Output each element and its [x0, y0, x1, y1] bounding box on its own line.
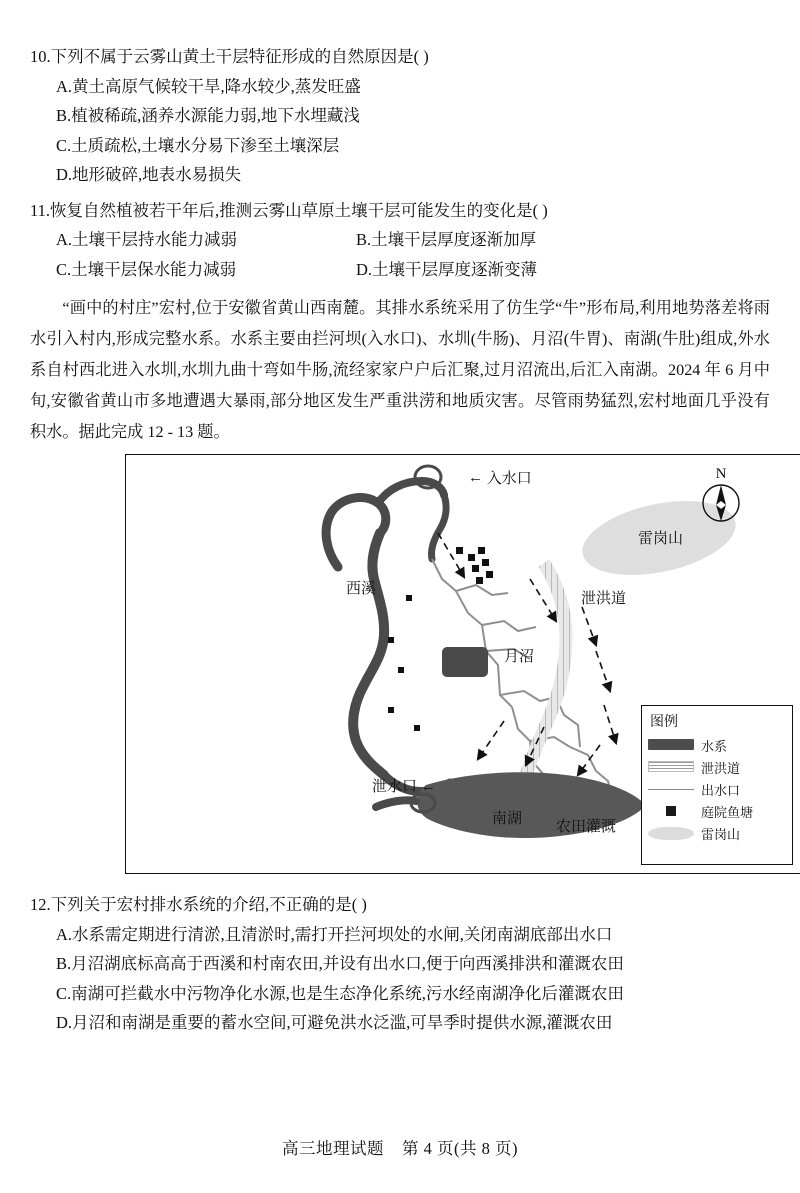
- page-content: [30, 44, 770, 1038]
- question-12-text: 下列关于宏村排水系统的介绍,不正确的是( ): [50, 895, 367, 915]
- water-system-swatch: [648, 739, 694, 752]
- yuezhao-pond-shape: [442, 647, 488, 677]
- question-12-stem: [30, 892, 770, 918]
- legend-label-flood-channel: 泄洪道: [701, 760, 741, 776]
- question-10-option-a[interactable]: A.黄土高原气候较干旱,降水较少,蒸发旺盛: [56, 76, 361, 96]
- label-inlet: ← 入水口: [468, 470, 532, 488]
- courtyard-pond-swatch: [648, 806, 694, 817]
- question-12-number: 12.: [30, 895, 51, 915]
- leigang-mountain-swatch: [648, 827, 694, 840]
- question-10-option-b[interactable]: B.植被稀疏,涵养水源能力弱,地下水埋藏浅: [56, 106, 360, 126]
- question-12-option-c[interactable]: C.南湖可拦截水中污物净化水源,也是生态净化系统,污水经南湖净化后灌溉农田: [56, 983, 624, 1003]
- question-11-text: 恢复自然植被若干年后,推测云雾山草原土壤干层可能发生的变化是( ): [50, 200, 548, 220]
- question-11-stem: [30, 198, 770, 224]
- question-11-options-row-2: [56, 257, 770, 283]
- flood-channel-swatch: [648, 761, 694, 774]
- outlet-channel: [376, 800, 416, 807]
- page-footer: [0, 1135, 800, 1159]
- outlet-swatch: [648, 783, 694, 796]
- reading-passage: “画中的村庄”宏村,位于安徽省黄山西南麓。其排水系统采用了仿生学“牛”形布局,利用地势落差将雨水引入村内,形成完整水系。水系主要由拦河坝(入水口)、水圳(牛肠)、月沼(牛胃)、南湖(牛肚)组成,外水系自村西北进入水圳,水圳九曲十弯如牛肠,流经家家户户后汇聚,过月沼流出,后汇入南湖。2024 年 6 月中旬,安徽省黄山市多地遭遇大暴雨,部分地区发生严重洪涝和地质灾害。尽管雨势猛烈,宏村地面几乎没有积水。据此完成 12 - 13 题。: [30, 298, 770, 441]
- label-leigang-mountain: 雷岗山: [638, 531, 684, 548]
- legend-label-outlet: 出水口: [701, 782, 741, 798]
- label-farm-irrigation: 农田灌溉: [556, 819, 617, 836]
- legend-item-flood-channel: [648, 756, 786, 778]
- west-stream-main: [353, 533, 384, 775]
- label-nanhu: 南湖: [492, 811, 523, 828]
- footer-title: 高三地理试题: [282, 1139, 384, 1158]
- map-drawing: [126, 455, 800, 873]
- question-11-options-row-1: [56, 227, 770, 253]
- question-11-option-b[interactable]: B.土壤干层厚度逐渐加厚: [356, 230, 537, 250]
- question-10-stem: [30, 44, 770, 70]
- inlet-channel: [378, 481, 444, 503]
- legend-item-water: [648, 734, 786, 756]
- legend-label-water: 水系: [701, 738, 728, 754]
- question-11-option-a[interactable]: A.土壤干层持水能力减弱: [56, 230, 238, 250]
- hongcun-water-system-map: [125, 454, 800, 874]
- legend-item-leigang-mountain: [648, 822, 786, 844]
- label-outlet: 泄水口 ←: [372, 779, 436, 796]
- legend-label-courtyard-pond: 庭院鱼塘: [701, 804, 754, 820]
- map-legend: [641, 705, 793, 865]
- question-10-text: 下列不属于云雾山黄土干层特征形成的自然原因是( ): [50, 47, 429, 66]
- inlet-to-village: [431, 495, 446, 559]
- label-xixi: 西溪: [346, 581, 377, 598]
- label-yuezhao: 月沼: [504, 649, 535, 666]
- compass-north-letter: N: [715, 466, 727, 483]
- question-11-option-d[interactable]: D.土壤干层厚度逐渐变薄: [356, 259, 538, 279]
- label-flood-channel: 泄洪道: [581, 591, 627, 608]
- question-12-option-b[interactable]: B.月沼湖底标高高于西溪和村南农田,并设有出水口,便于向西溪排洪和灌溉农田: [56, 954, 624, 974]
- compass-north-icon: [693, 465, 749, 529]
- question-10-option-d[interactable]: D.地形破碎,地表水易损失: [56, 165, 242, 185]
- question-10-number: 10.: [30, 47, 51, 66]
- footer-page-number: 第 4 页(共 8 页): [402, 1139, 518, 1158]
- legend-item-outlet: [648, 778, 786, 800]
- question-11-number: 11.: [30, 200, 51, 220]
- legend-title: 图例: [650, 715, 678, 731]
- legend-item-courtyard-pond: [648, 800, 786, 822]
- question-10-option-c[interactable]: C.土质疏松,土壤水分易下渗至土壤深层: [56, 135, 340, 155]
- legend-label-leigang-mountain: 雷岗山: [701, 826, 741, 842]
- question-11-option-c[interactable]: C.土壤干层保水能力减弱: [56, 259, 237, 279]
- question-12-option-a[interactable]: A.水系需定期进行清淤,且清淤时,需打开拦河坝处的水闸,关闭南湖底部出水口: [56, 924, 613, 944]
- flood-channel-band-tint: [524, 563, 566, 781]
- question-12-option-d[interactable]: D.月沼和南湖是重要的蓄水空间,可避免洪水泛滥,可旱季时提供水源,灌溉农田: [56, 1013, 613, 1033]
